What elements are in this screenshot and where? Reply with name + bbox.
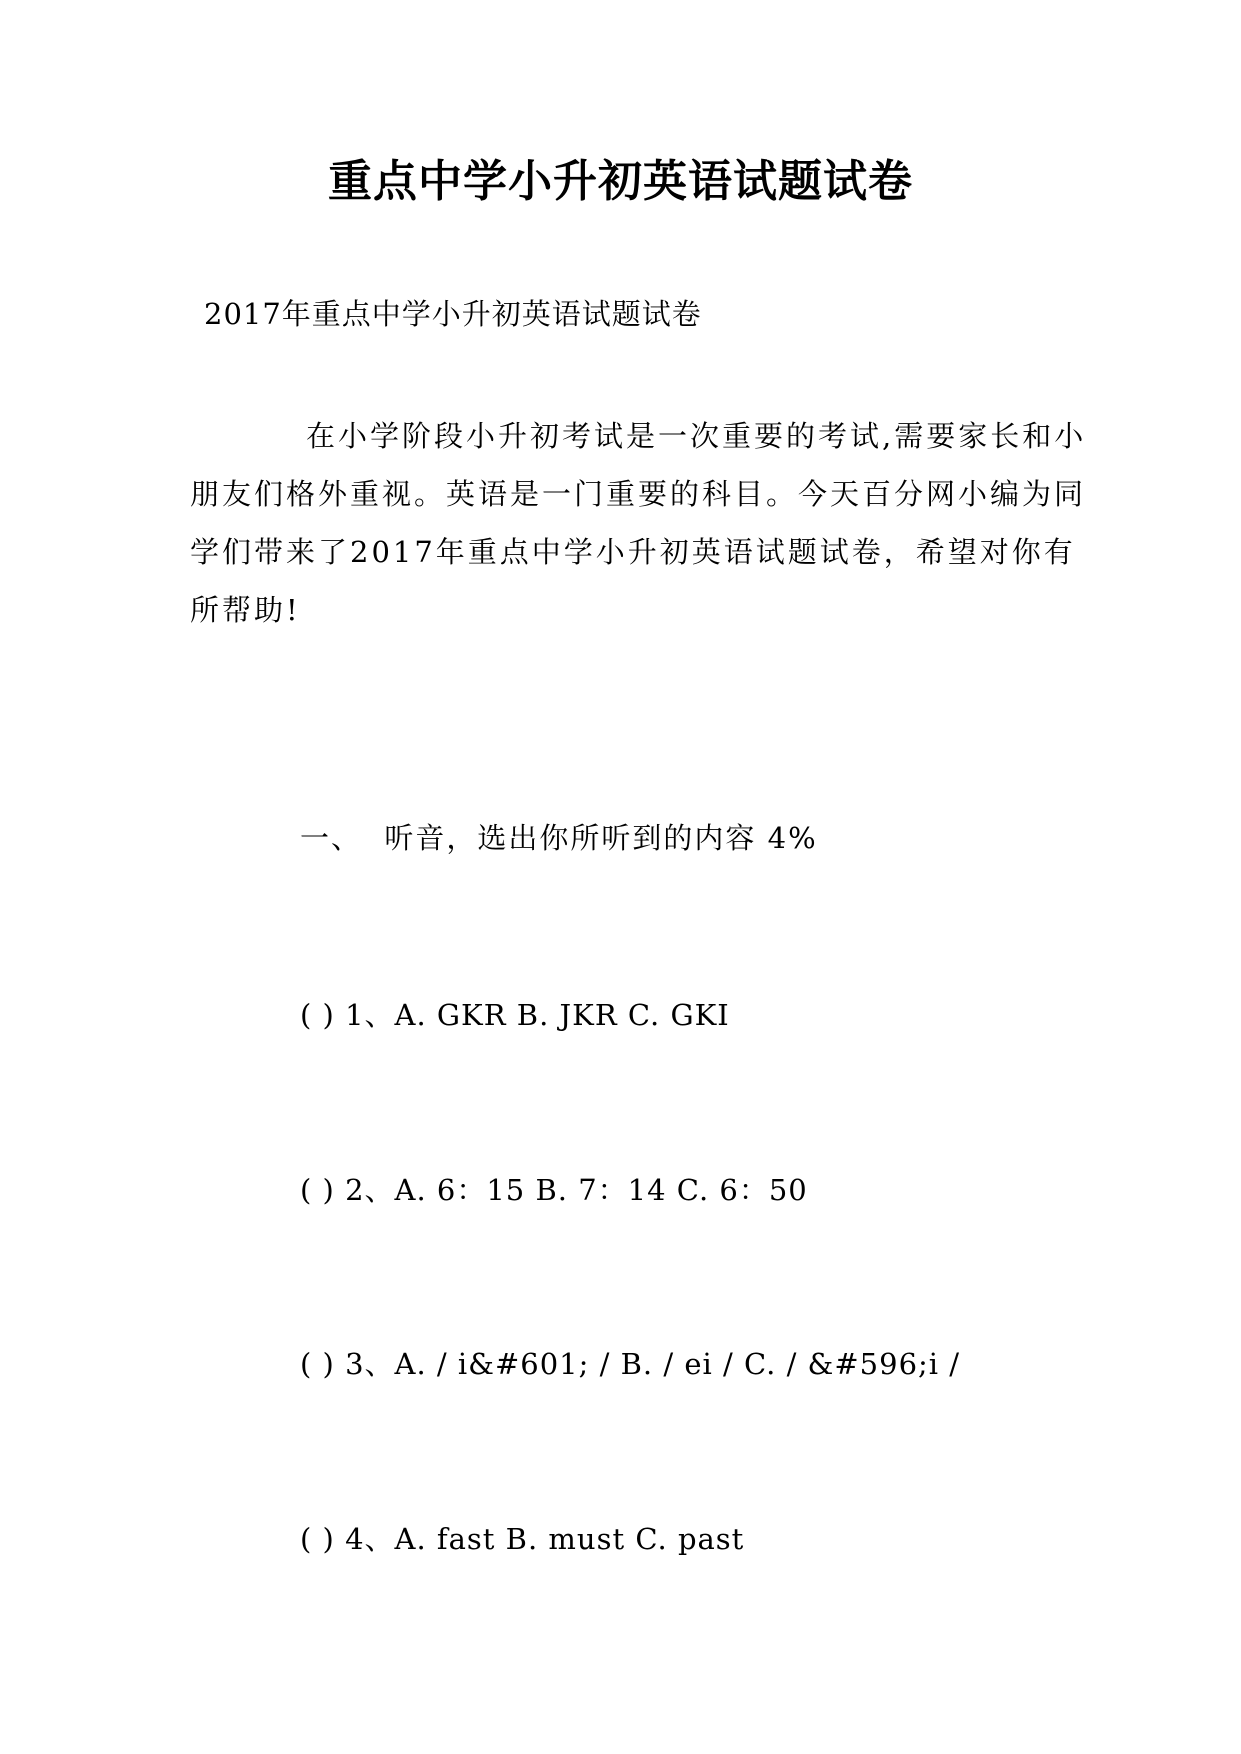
question-item: ( ) 1、A. GKR B. JKR C. GKI — [300, 998, 730, 1032]
document-title: 重点中学小升初英语试题试卷 — [328, 156, 913, 207]
document-subtitle: 2017年重点中学小升初英语试题试卷 — [204, 297, 702, 331]
question-item: ( ) 2、A. 6：15 B. 7：14 C. 6：50 — [300, 1173, 808, 1207]
question-item: ( ) 3、A. / i&#601; / B. / ei / C. / &#596;i / — [300, 1347, 961, 1381]
question-item: ( ) 4、A. fast B. must C. past — [300, 1522, 745, 1556]
intro-paragraph: 在小学阶段小升初考试是一次重要的考试,需要家长和小朋友们格外重视。英语是一门重要的科目。今天百分网小编为同学们带来了2017年重点中学小升初英语试题试卷，希望对你有所帮助! — [190, 419, 1087, 627]
section-heading: 一、 听音，选出你所听到的内容 4% — [300, 821, 818, 855]
